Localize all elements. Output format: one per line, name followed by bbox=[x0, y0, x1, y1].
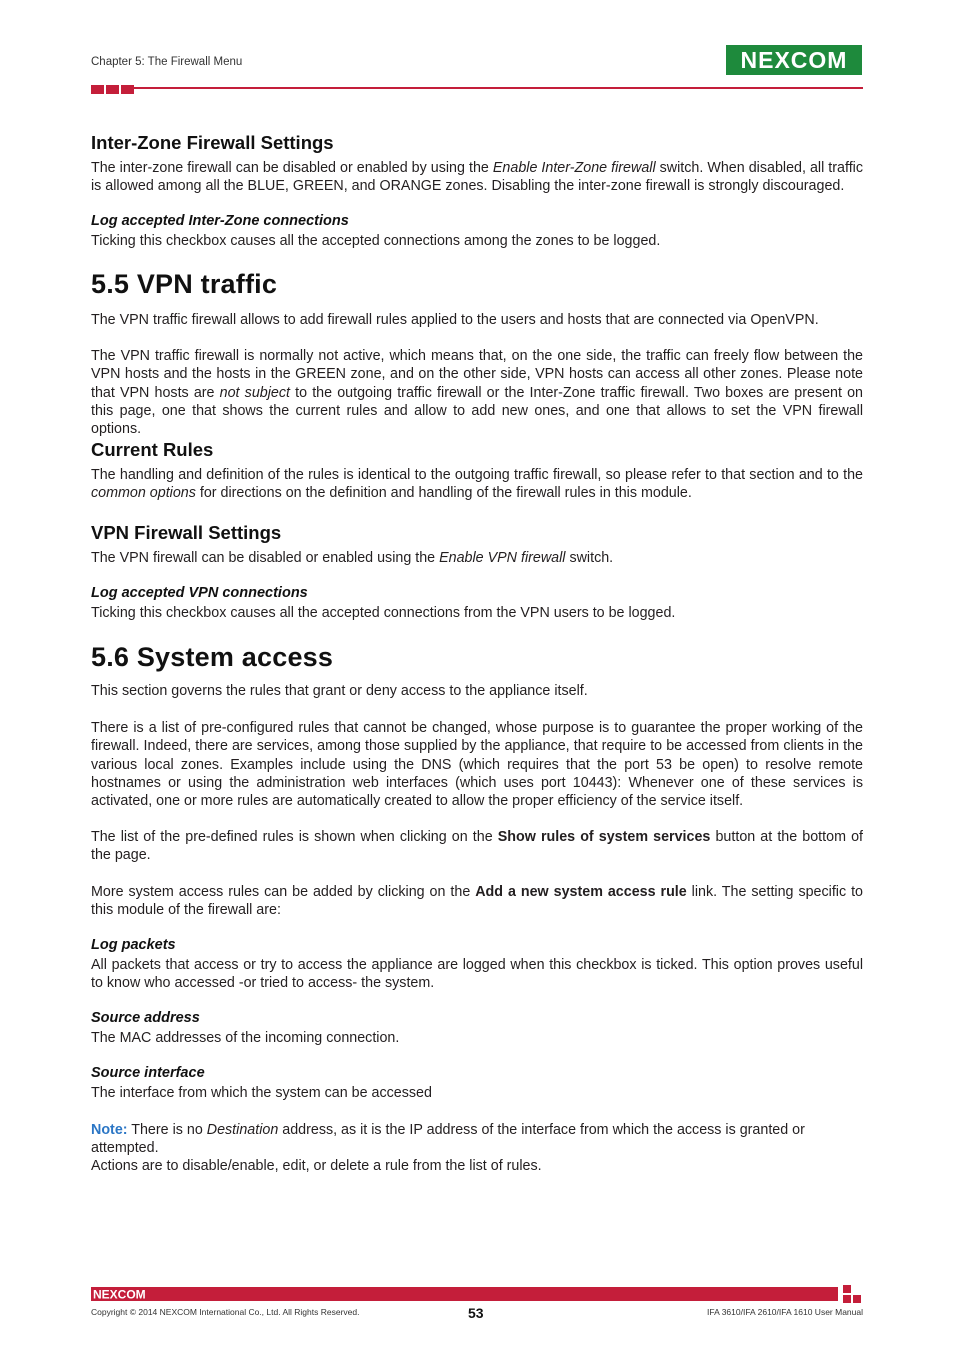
subheading-source-interface: Source interface bbox=[91, 1065, 205, 1081]
header-squares bbox=[91, 85, 134, 94]
paragraph-sys-intro: This section governs the rules that grant or deny access to the appliance itself. bbox=[91, 683, 588, 699]
footer-square bbox=[853, 1295, 861, 1303]
note: Note: There is no Destination address, as it is the IP address of the interface from which the access is granted or attempted. bbox=[91, 1122, 805, 1157]
nexcom-logo bbox=[726, 45, 862, 75]
footer-copyright: Copyright © 2014 NEXCOM International Co., Ltd. All Rights Reserved. bbox=[91, 1307, 360, 1317]
heading-vpn-traffic: 5.5 VPN traffic bbox=[91, 269, 278, 299]
paragraph-sys-add-rule: More system access rules can be added by clicking on the Add a new system access rule link. The setting specific to this module of the firewall are: bbox=[91, 884, 863, 919]
paragraph-vpn-details: The VPN traffic firewall is normally not active, which means that, on the one side, the traffic can freely flow between the VPN hosts and the hosts in the GREEN zone, and on the other side, VPN hosts can access all other zones. Please note that VPN hosts are not subject to the outgoing traffic firewall or the Inter-Zone traffic firewall. Two boxes are present on this page, one that shows the current rules and allow to add new ones, and one that allows to set the VPN firewall options. bbox=[91, 348, 864, 438]
footer-logo-text: NEXCOM bbox=[93, 1288, 146, 1300]
subheading-log-interzone: Log accepted Inter-Zone connections bbox=[91, 213, 349, 229]
section-title-interzone: Inter-Zone Firewall Settings bbox=[91, 132, 334, 153]
page-number: 53 bbox=[468, 1305, 484, 1321]
footer-nexcom-logo bbox=[93, 1288, 159, 1300]
subheading-log-packets: Log packets bbox=[91, 937, 176, 953]
paragraph-log-vpn: Ticking this checkbox causes all the accepted connections from the VPN users to be logged. bbox=[91, 605, 676, 621]
paragraph-actions: Actions are to disable/enable, edit, or delete a rule from the list of rules. bbox=[91, 1158, 542, 1174]
paragraph-interzone: The inter-zone firewall can be disabled or enabled by using the Enable Inter-Zone firewall switch. When disabled, all traffic is allowed among all the BLUE, GREEN, and ORANGE zones. Disabling the inter-zone firewall is strongly discouraged. bbox=[91, 160, 863, 195]
paragraph-sys-preconfigured: There is a list of pre-configured rules that cannot be changed, whose purpose is to guarantee the proper working of the firewall. Indeed, there are services, among those supplied by the appliance, that require to be accessed from clients in the various local zones. Examples include using the DNS (which requires that the port 53 be open) to resolve remote hostnames or using the administration web interfaces (which uses port 10443): Whenever one of these services is activated, one or more rules are automatically created to allow the proper efficiency of the service itself. bbox=[91, 720, 863, 810]
header-rule bbox=[134, 87, 863, 89]
footer-bar bbox=[91, 1287, 838, 1301]
section-title-vpn-settings: VPN Firewall Settings bbox=[91, 522, 282, 543]
heading-system-access: 5.6 System access bbox=[91, 642, 334, 672]
paragraph-log-interzone: Ticking this checkbox causes all the accepted connections among the zones to be logged. bbox=[91, 233, 661, 249]
footer-square bbox=[843, 1285, 851, 1293]
paragraph-sys-show-rules: The list of the pre-defined rules is shown when clicking on the Show rules of system services button at the bottom of the page. bbox=[91, 829, 863, 864]
logo-text: NEXCOM bbox=[740, 47, 848, 73]
note-label: Note: bbox=[91, 1122, 128, 1138]
section-title-current-rules: Current Rules bbox=[91, 439, 214, 460]
paragraph-source-interface: The interface from which the system can be accessed bbox=[91, 1085, 432, 1101]
footer-manual-title: IFA 3610/IFA 2610/IFA 1610 User Manual bbox=[707, 1307, 863, 1317]
footer-square bbox=[843, 1295, 851, 1303]
paragraph-log-packets: All packets that access or try to access the appliance are logged when this checkbox is ticked. This option proves useful to know who accessed -or tried to access- the system. bbox=[91, 957, 863, 992]
paragraph-current-rules: The handling and definition of the rules is identical to the outgoing traffic firewall, so please refer to that section and to the common options for directions on the definition and handling of the firewall rules in this module. bbox=[91, 467, 863, 502]
subheading-source-address: Source address bbox=[91, 1010, 200, 1026]
paragraph-source-address: The MAC addresses of the incoming connection. bbox=[91, 1030, 400, 1046]
chapter-title: Chapter 5: The Firewall Menu bbox=[91, 56, 243, 68]
paragraph-vpn-settings: The VPN firewall can be disabled or enabled using the Enable VPN firewall switch. bbox=[91, 550, 614, 566]
paragraph-vpn-intro: The VPN traffic firewall allows to add firewall rules applied to the users and hosts that are connected via OpenVPN. bbox=[91, 312, 819, 328]
subheading-log-vpn: Log accepted VPN connections bbox=[91, 585, 308, 601]
